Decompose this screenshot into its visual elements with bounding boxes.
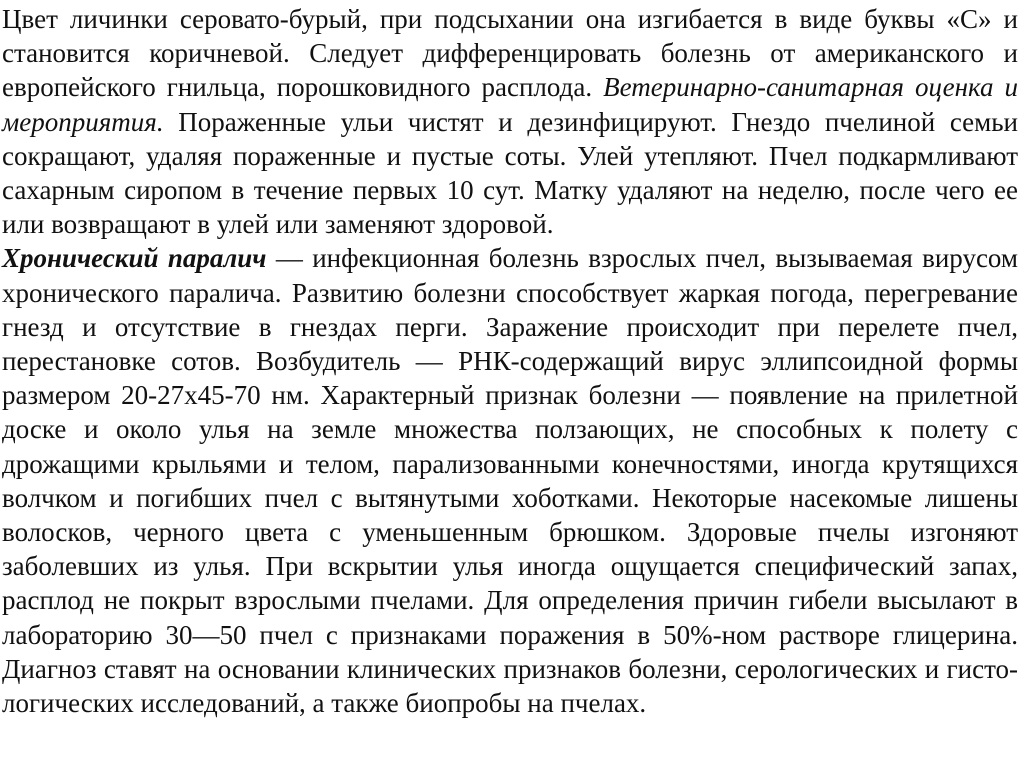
paragraph-larva-description — [2, 2, 1018, 241]
disease-term: Хронический паралич — [2, 243, 267, 274]
paragraph-text-start: Цвет личинки серовато-бурый, при подсыхании она изгибается в виде буквы «С» и становится коричневой. Следует дифференцировать болезнь от американского и европейского гнильца, порошковидного расплода. — [2, 4, 1018, 103]
disease-description: — инфекционная болезнь взрослых пчел, вызываемая вирусом хронического паралича. Развитию болезни способствует жаркая погода, перегревание гнезд и отсутствие в гнездах перги. Заражение происходит при перелете пчел, перестановке сотов. Возбудитель — РНК-содержащий вирус эллипсоидной формы размером 20-27х45-70 нм. Характерный признак болезни — появление на прилетной доске и около улья на земле множества ползающих, не способных к полету с дрожащими крыльями и телом, парализованными конечностями, иногда крутящихся волчком и погибших пчел с вытянутыми хоботками. Некоторые насекомые лишены волосков, черного цвета с уменьшенным брюшком. Здоровые пчелы изгоняют заболевших из улья. При вскрытии улья иногда ощущается специфический запах, расплод не покрыт взрослыми пчелами. Для определения причин гибели высылают в лабораторию 30—50 пчел с признаками поражения в 50%-ном растворе глицерина. Диагноз ставят на основании клинических признаков болезни, серологических и гисто-логических исследований, а также биопробы на пчелах. — [2, 243, 1019, 719]
section-heading-vet-assessment: Ветеринарно-санитарная оценка и мероприятия. — [2, 72, 1018, 137]
paragraph-chronic-paralysis — [2, 241, 1018, 720]
paragraph-text-end: Пораженные ульи чистят и дезинфицируют. Гнездо пчелиной семьи сокращают, удаляя пораженные и пустые соты. Улей утепляют. Пчел подкармливают сахарным сиропом в течение первых 10 сут. Матку удаляют на неделю, после чего ее или возвращают в улей или заменяют здоровой. — [2, 106, 1018, 240]
